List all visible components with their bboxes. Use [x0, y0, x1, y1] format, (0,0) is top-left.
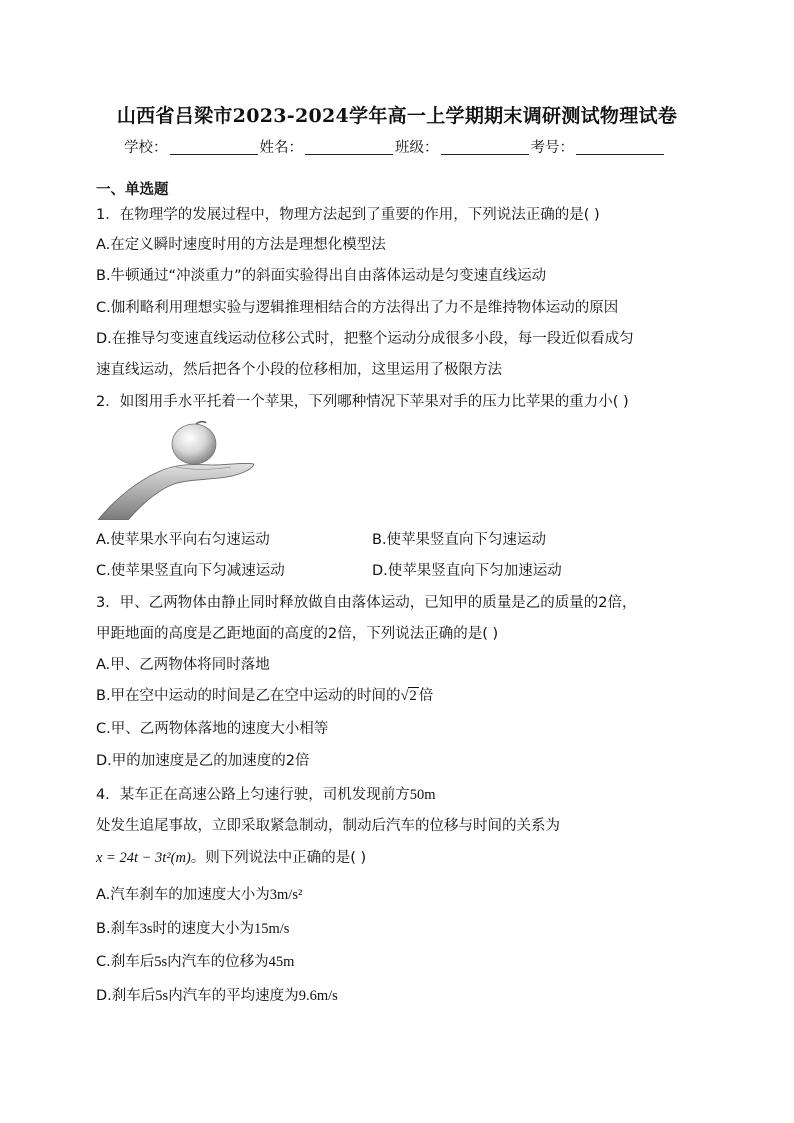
q4-stem-suffix: 。则下列说法中正确的是( ) [190, 850, 367, 866]
hand-holding-apple-figure [96, 420, 256, 520]
q4-option-d [96, 987, 338, 1005]
q4-option-c-mid: 内汽车的位移为 [167, 954, 269, 970]
q2-option-c: C.使苹果竖直向下匀减速运动 [96, 563, 285, 579]
q4-option-d-mid: 内汽车的平均速度为 [168, 988, 299, 1004]
q4-option-d-value: 9.6m/s [298, 988, 338, 1004]
sqrt-symbol: √2 [400, 688, 417, 704]
q4-option-c [96, 953, 294, 971]
sqrt-radicand: 2 [409, 688, 417, 704]
q2-stem: 2．如图用手水平托着一个苹果，下列哪种情况下苹果对手的压力比苹果的重力小( ) [96, 394, 629, 410]
apple-icon [172, 422, 216, 464]
q4-stem-line2: 处发生追尾事故，立即采取紧急制动，制动后汽车的位移与时间的关系为 [96, 818, 560, 834]
number-label: 考号： [530, 140, 574, 156]
q4-option-c-value: 45m [268, 954, 295, 970]
q4-stem-line3 [96, 849, 366, 867]
school-blank [170, 140, 258, 155]
q1-stem: 1．在物理学的发展过程中，物理方法起到了重要的作用，下列说法正确的是( ) [96, 207, 600, 223]
q4-option-c-time: 5s [154, 954, 168, 970]
q3-option-d: D.甲的加速度是乙的加速度的2倍 [96, 753, 310, 769]
q1-option-d-line1: D.在推导匀变速直线运动位移公式时，把整个运动分成很多小段，每一段近似看成匀 [96, 331, 634, 347]
q4-option-a-text: A.汽车刹车的加速度大小为 [96, 887, 270, 903]
q4-option-a [96, 886, 302, 904]
name-blank [305, 140, 393, 155]
class-label: 班级： [395, 140, 439, 156]
q1-option-c: C.伽利略利用理想实验与逻辑推理相结合的方法得出了力不是维持物体运动的原因 [96, 300, 619, 316]
q4-formula: x = 24t − 3t²(m) [96, 850, 191, 866]
student-info-row [124, 136, 666, 157]
q4-option-d-time: 5s [155, 988, 169, 1004]
q4-option-b-time: 3s [139, 921, 153, 937]
q3-option-b-text: B.甲在空中运动的时间是乙在空中运动的时间的 [96, 688, 401, 704]
q3-stem-line1: 3．甲、乙两物体由静止同时释放做自由落体运动，已知甲的质量是乙的质量的2倍， [96, 595, 637, 611]
q4-option-a-value: 3m/s² [269, 887, 303, 903]
q1-option-b: B.牛顿通过“冲淡重力”的斜面实验得出自由落体运动是匀变速直线运动 [96, 268, 547, 284]
q4-stem-text: 4．某车正在高速公路上匀速行驶，司机发现前方 [96, 787, 410, 803]
section-heading: 一、单选题 [96, 182, 169, 198]
q4-stem-line1 [96, 786, 436, 804]
q2-option-a: A.使苹果水平向右匀速运动 [96, 532, 270, 548]
q4-option-c-text: C.刹车后 [96, 954, 155, 970]
q2-option-d: D.使苹果竖直向下匀加速运动 [372, 563, 562, 579]
q4-option-d-text: D.刹车后 [96, 988, 156, 1004]
class-blank [441, 140, 529, 155]
q3-option-c: C.甲、乙两物体落地的速度大小相等 [96, 721, 329, 737]
q3-option-b-suffix: 倍 [418, 688, 434, 704]
page-title: 山西省吕梁市2023-2024学年高一上学期期末调研测试物理试卷 [116, 105, 678, 127]
school-label: 学校： [124, 140, 168, 156]
number-blank [576, 140, 664, 155]
q4-option-b-text: B.刹车 [96, 921, 140, 937]
q3-option-a: A.甲、乙两物体将同时落地 [96, 657, 270, 673]
q3-stem-line2: 甲距地面的高度是乙距地面的高度的2倍，下列说法正确的是( ) [96, 626, 499, 642]
q4-option-b-value: 15m/s [253, 921, 290, 937]
hand-icon [98, 463, 254, 520]
q4-option-b-mid: 时的速度大小为 [152, 921, 254, 937]
q2-option-b: B.使苹果竖直向下匀速运动 [372, 532, 547, 548]
q3-option-b [96, 687, 433, 705]
name-label: 姓名： [259, 140, 303, 156]
q1-option-a: A.在定义瞬时速度时用的方法是理想化模型法 [96, 237, 386, 253]
q4-option-b [96, 920, 289, 938]
q4-distance-value: 50m [409, 787, 436, 803]
q1-option-d-line2: 速直线运动，然后把各个小段的位移相加，这里运用了极限方法 [96, 362, 502, 378]
